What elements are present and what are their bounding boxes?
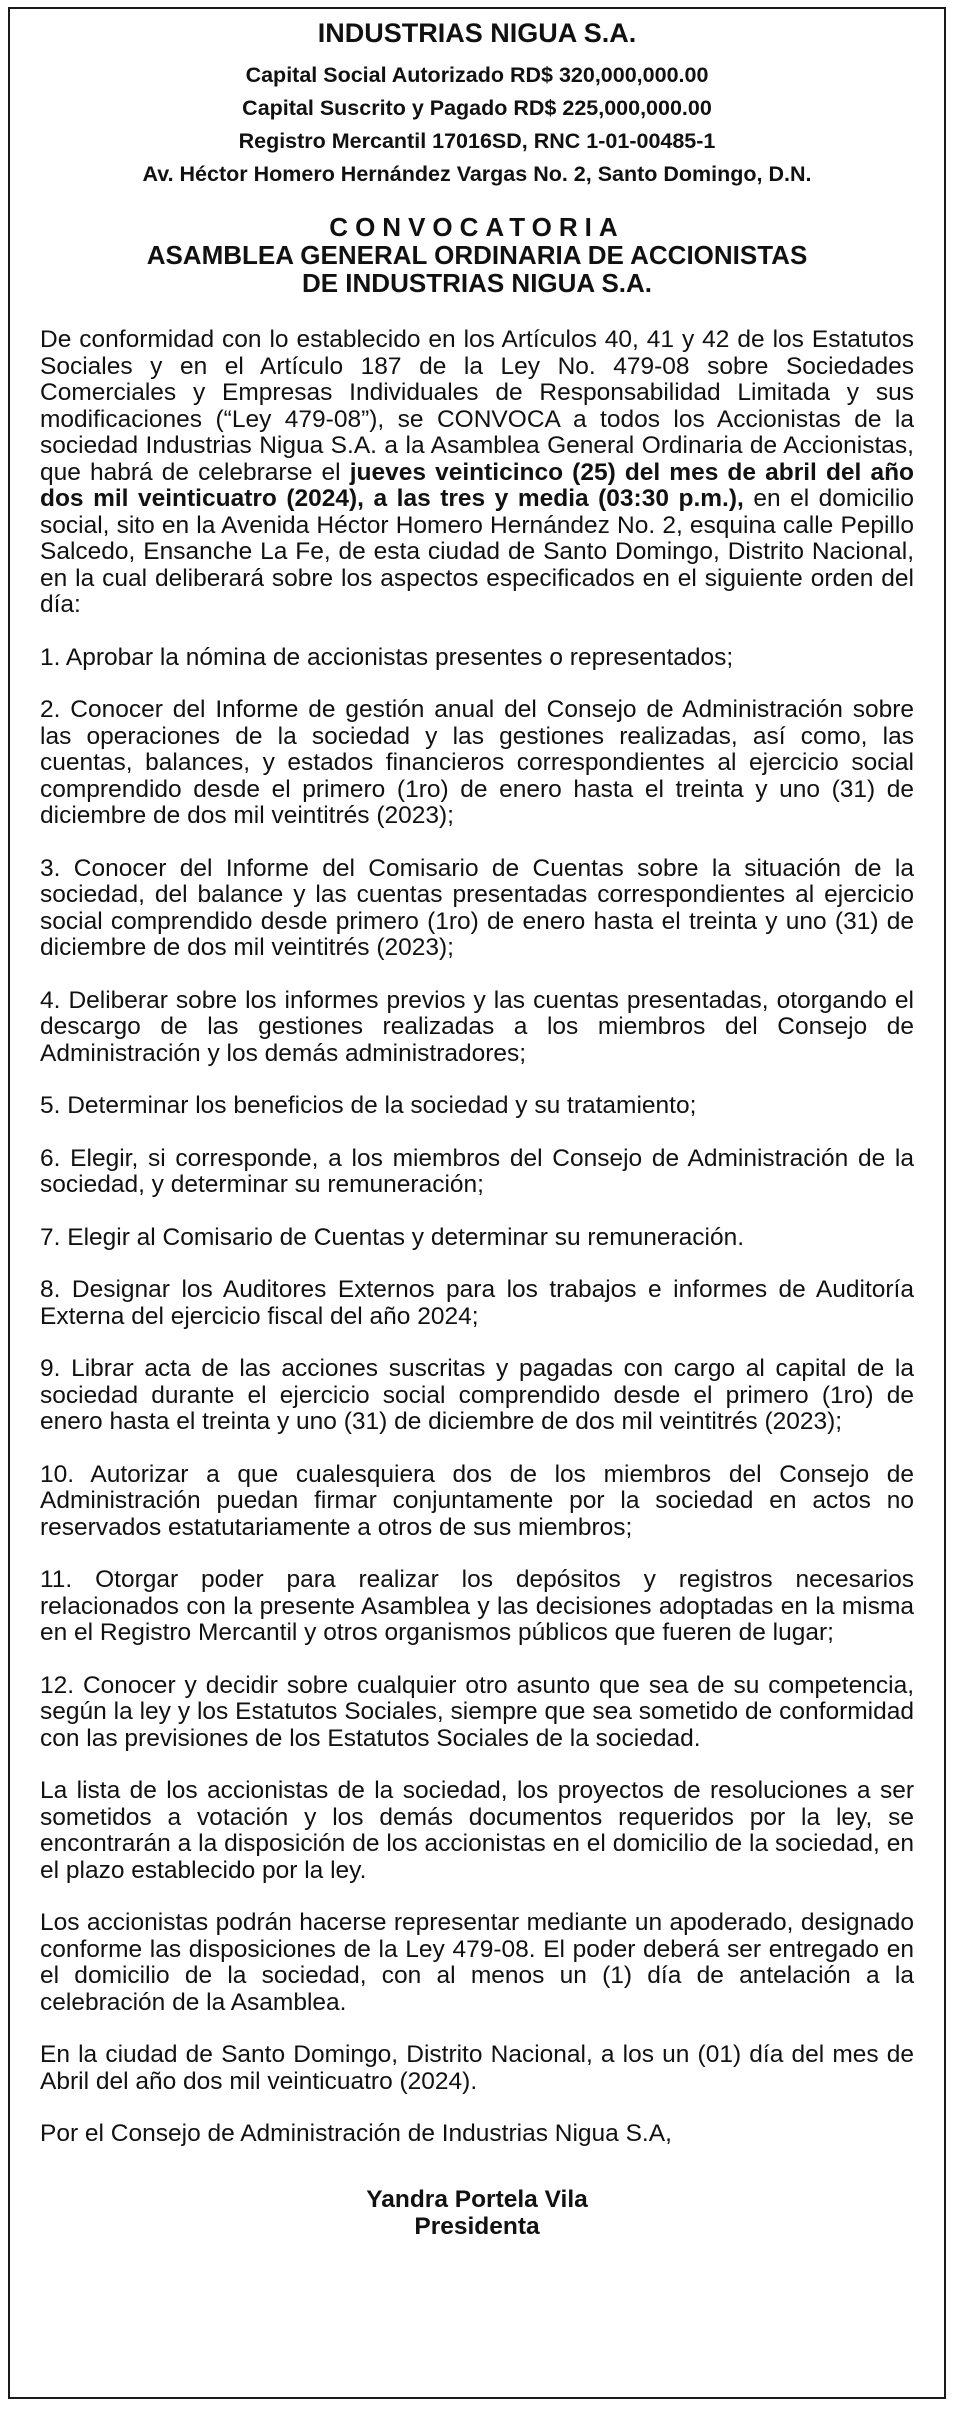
- agenda-item: 2. Conocer del Informe de gestión anual del Consejo de Administración sobre las operaciones de la sociedad y las gestiones realizadas, así como, las cuentas, balances, y estados financieros correspondientes al ejercicio social comprendido desde el primero (1ro) de enero hasta el treinta y uno (31) de diciembre de dos mil veintitrés (2023);: [40, 696, 914, 829]
- documents-paragraph: La lista de los accionistas de la sociedad, los proyectos de resoluciones a ser sometidos a votación y los demás documentos requeridos por la ley, se encontrarán a la disposición de los accionistas en el domicilio de la sociedad, en el plazo establecido por la ley.: [40, 1777, 914, 1884]
- intro-text-end: en el domicilio social, sito en la Avenida Héctor Homero Hernández No. 2, esquina calle Pepillo Salcedo, Ensanche La Fe, de esta ciudad de Santo Domingo, Distrito Nacional, en la cual deliberará sobre los aspectos especificados en el siguiente orden del día:: [40, 485, 914, 618]
- assembly-subtitle: DE INDUSTRIAS NIGUA S.A.: [301, 268, 653, 298]
- agenda-item: 11. Otorgar poder para realizar los depósitos y registros necesarios relacionados con la presente Asamblea y las decisiones adoptadas en la misma en el Registro Mercantil y otros organismos públicos que fueren de lugar;: [40, 1566, 914, 1646]
- agenda-item: 3. Conocer del Informe del Comisario de Cuentas sobre la situación de la sociedad, del balance y las cuentas presentadas correspondientes al ejercicio social comprendido desde primero (1ro) de enero hasta el treinta y uno (31) de diciembre de dos mil veintitrés (2023);: [40, 854, 914, 961]
- signer-title: Presidenta: [414, 2212, 540, 2240]
- notice-page: [8, 7, 946, 2399]
- company-address: Av. Héctor Homero Hernández Vargas No. 2, Santo Domingo, D.N.: [142, 162, 812, 186]
- notice-body: [40, 327, 914, 2240]
- intro-paragraph: [40, 327, 914, 619]
- agenda-item: 4. Deliberar sobre los informes previos y las cuentas presentadas, otorgando el descargo de las gestiones realizadas a los miembros del Consejo de Administración y los demás administradores;: [40, 986, 914, 1067]
- convocatoria-heading: CONVOCATORIA: [329, 212, 625, 242]
- agenda-item: 1. Aprobar la nómina de accionistas presentes o representados;: [40, 643, 734, 671]
- agenda-item: 10. Autorizar a que cualesquiera dos de los miembros del Consejo de Administración puedan firmar conjuntamente por la sociedad en actos no reservados estatutariamente a otros de sus miembros;: [40, 1460, 914, 1541]
- assembly-title: ASAMBLEA GENERAL ORDINARIA DE ACCIONISTAS: [146, 240, 808, 270]
- notice-titles: [40, 213, 914, 297]
- meeting-date-time: jueves veinticinco (25) del mes de abril del año dos mil veinticuatro (2024), a las tres y media (03:30 p.m.),: [40, 458, 914, 512]
- proxy-paragraph: Los accionistas podrán hacerse representar mediante un apoderado, designado conforme las disposiciones de la Ley 479-08. El poder deberá ser entregado en el domicilio de la sociedad, con al menos un (1) día de antelación a la celebración de la Asamblea.: [40, 1909, 914, 2016]
- authorized-capital: Capital Social Autorizado RD$ 320,000,000.00: [245, 63, 709, 87]
- agenda-item: 12. Conocer y decidir sobre cualquier otro asunto que sea de su competencia, según la ley y los Estatutos Sociales, siempre que sea sometido de conformidad con las previsiones de los Estatutos Sociales de la sociedad.: [40, 1671, 914, 1752]
- agenda-item: 8. Designar los Auditores Externos para los trabajos e informes de Auditoría Externa del ejercicio fiscal del año 2024;: [40, 1276, 914, 1330]
- subscribed-capital: Capital Suscrito y Pagado RD$ 225,000,000.00: [242, 96, 712, 120]
- signature-block: [40, 2186, 914, 2240]
- board-signoff: Por el Consejo de Administración de Industrias Nigua S.A,: [40, 2120, 672, 2147]
- place-date-paragraph: En la ciudad de Santo Domingo, Distrito Nacional, a los un (01) día del mes de Abril del año dos mil veinticuatro (2024).: [40, 2041, 914, 2095]
- signer-name: Yandra Portela Vila: [366, 2185, 588, 2213]
- intro-text-start: De conformidad con lo establecido en los Artículos 40, 41 y 42 de los Estatutos Sociales y en el Artículo 187 de la Ley No. 479-08 sobre Sociedades Comerciales y Empresas Individuales de Responsabilidad Limitada y sus modificaciones (“Ley 479-08”), se CONVOCA a todos los Accionistas de la sociedad Industrias Nigua S.A. a la Asamblea General Ordinaria de Accionistas, que habrá de celebrarse el: [40, 326, 914, 486]
- agenda-item: 5. Determinar los beneficios de la sociedad y su tratamiento;: [40, 1092, 697, 1119]
- registry-rnc: Registro Mercantil 17016SD, RNC 1-01-00485-1: [238, 129, 716, 153]
- agenda-item: 6. Elegir, si corresponde, a los miembros del Consejo de Administración de la sociedad, y determinar su remuneración;: [40, 1144, 914, 1198]
- agenda-item: 7. Elegir al Comisario de Cuentas y determinar su remuneración.: [40, 1223, 745, 1251]
- company-name: INDUSTRIAS NIGUA S.A.: [317, 18, 637, 48]
- company-header: [40, 17, 914, 191]
- agenda-item: 9. Librar acta de las acciones suscritas y pagadas con cargo al capital de la sociedad durante el ejercicio social comprendido desde el primero (1ro) de enero hasta el treinta y uno (31) de diciembre de dos mil veintitrés (2023);: [40, 1355, 914, 1435]
